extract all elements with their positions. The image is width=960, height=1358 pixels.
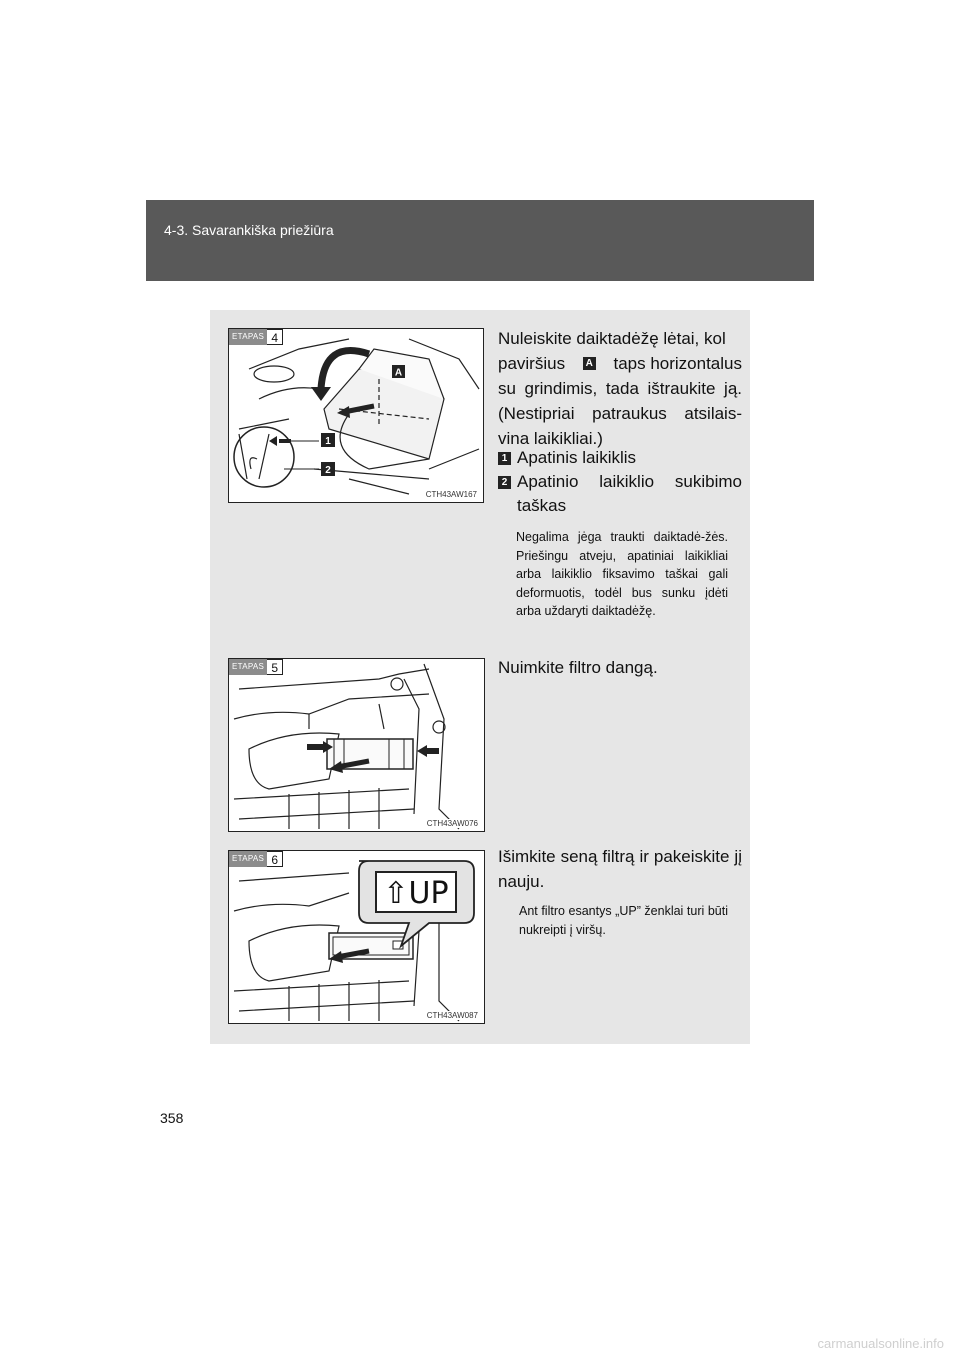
filter-cover-illustration [229,659,485,832]
step-4-line-2a: paviršius [498,354,566,373]
step-tag-label: ETAPAS [229,329,267,345]
figure-code: CTH43AW076 [426,819,478,828]
list-item-1-text: Apatinis laikiklis [517,448,637,467]
step-4-line-2 [498,351,742,376]
glovebox-lowering-illustration [229,329,484,503]
section-title: 4-3. Savarankiška priežiūra [164,222,334,238]
svg-text:2: 2 [325,465,331,476]
step-4-line-3: su grindimis, tada ištraukite ją. (Nestipriai patraukus atsilais-vina laikikliai.) [498,379,742,448]
figure-code: CTH43AW167 [425,490,477,499]
badge-1: 1 [498,452,511,465]
step-4-note: Negalima jėga traukti daiktadė-žės. Priešingu atveju, apatiniai laikikliai arba laikiklio fiksavimo taškai gali deformuotis, todėl bus sunku įdėti arba uždaryti daiktadėžę. [516,530,728,618]
step-tag [229,851,283,867]
step-tag-number: 5 [267,659,283,675]
step-tag-label: ETAPAS [229,659,267,675]
footer-watermark: carmanualsonline.info [817,1336,944,1351]
list-item-2-text: Apatinio laikiklio sukibimo taškas [517,472,742,515]
step-tag [229,329,283,345]
step-tag [229,659,283,675]
step-tag-label: ETAPAS [229,851,267,867]
step-4-line-2b: taps horizontalus [613,354,742,373]
list-item-1 [498,446,742,470]
step-5-figure [228,658,485,832]
label-a-badge: A [583,357,596,370]
list-item-2 [498,470,742,518]
step-4-figure [228,328,484,503]
step-tag-number: 6 [267,851,283,867]
page-number: 358 [160,1110,184,1126]
step-6-note: Ant filtro esantys „UP” ženklai turi būti nukreipti į viršų. [519,904,728,937]
svg-text:A: A [394,367,403,379]
badge-2: 2 [498,476,511,489]
step-6-figure [228,850,485,1024]
section-header [146,200,814,281]
step-tag-number: 4 [267,329,283,345]
svg-text:1: 1 [325,436,331,447]
filter-replace-illustration [229,851,485,1024]
step-6-text: Išimkite seną filtrą ir pakeiskite jį nauju. [498,847,742,891]
up-callout: ⇧UP [383,876,449,911]
step-4-line-1: Nuleiskite daiktadėžę lėtai, kol [498,329,726,348]
figure-code: CTH43AW087 [426,1011,478,1020]
step-5-text: Nuimkite filtro dangą. [498,658,658,677]
